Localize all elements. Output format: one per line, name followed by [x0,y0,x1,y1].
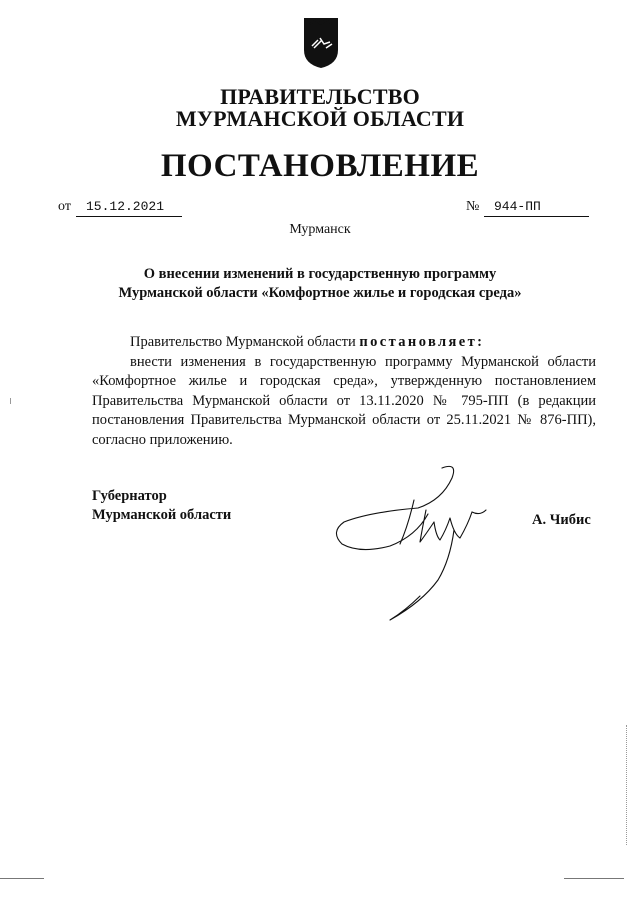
signer-name: А. Чибис [532,512,591,528]
footer-rule-right [564,878,624,879]
signer-title [92,487,231,525]
document-subject [100,265,540,303]
document-body [92,333,596,450]
document-number: 944-ПП [484,198,589,217]
body-intro: Правительство Мурманской области [130,334,360,350]
margin-mark [10,398,11,404]
handwritten-signature-icon [330,460,530,635]
subject-line1: О внесении изменений в государственную программу [143,266,497,282]
edge-mark [626,725,629,845]
coat-of-arms-icon [296,14,346,70]
subject-line2: Мурманской области «Комфортное жилье и городская среда» [118,285,522,301]
signer-title-line1: Губернатор [92,488,167,504]
resolves-keyword: постановляет: [359,334,485,350]
organization-name-line2: МУРМАНСКОЙ ОБЛАСТИ [175,106,465,131]
footer-rule-left [0,878,44,879]
document-date: 15.12.2021 [76,198,182,217]
document-type-title: ПОСТАНОВЛЕНИЕ [160,148,480,184]
organization-name-line1: ПРАВИТЕЛЬСТВО [220,84,420,109]
body-intro-paragraph [92,333,596,353]
number-label: № [466,199,480,214]
city-name: Мурманск [289,222,351,237]
signer-title-line2: Мурманской области [92,507,232,523]
body-text: внести изменения в государственную программу Мурманской области «Комфортное жилье и городская среда», утвержденную постановлением Правительства Мурманской области от 13.11.2020 № 795-ПП (в редакции постановления Правительства Мурманской области от 25.11.2021 № 876-ПП), согласно приложению. [92,353,596,448]
date-label: от [58,199,71,214]
